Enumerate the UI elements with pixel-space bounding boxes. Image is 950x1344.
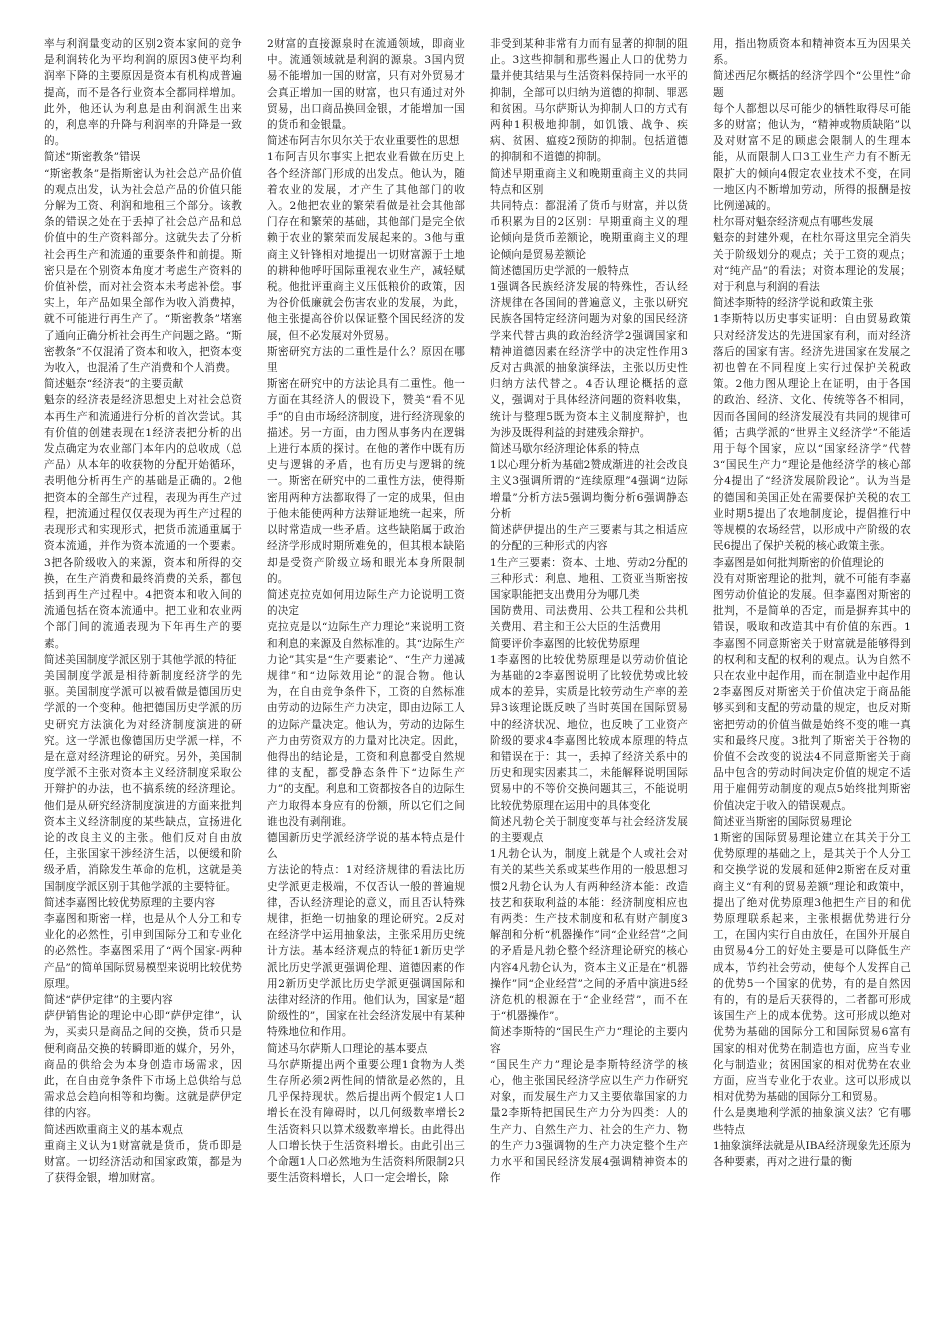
paragraph: 简述克拉克如何用边际生产力论说明工资的决定 — [267, 588, 465, 618]
paragraph: 1抽象演绎法就是从IBA经济现象先还原为各种要素，再对之进行量的衡 — [713, 1139, 911, 1169]
paragraph: 简述早期重商主义和晚期重商主义的共同特点和区别 — [490, 167, 688, 196]
paragraph: 杜尔哥对魁奈经济观点有哪些发展 — [713, 216, 874, 229]
paragraph: 方法论的特点：1对经济规律的看法比历史学派更走极端，不仅否认一般的普遍规律，否认经济理论的意义，而且否认特殊规律，拒绝一切抽象的理论研究。2反对在经济学中运用抽象法，主张采用历史统计方法。基本经济观点的特征1新历史学派比历史学派更强调伦理、道德因素的作用2新历史学派比历史学派更强调国际和法律对经济的作用。他们认为，国家是“超阶级性的”，国家在社会经济发展中有某种特殊地位和作用。 — [267, 864, 465, 1039]
paragraph: 李嘉图是如何批判斯密的价值理论的 — [713, 556, 885, 569]
paragraph: 每个人都想以尽可能少的牺牲取得尽可能多的财富；他认为，“精神或物质缺陷”以及对财富不足的顾虑会限制人的生理本能，从而限制人口3工业生产力有不断无限扩大的倾向4假定农业技术不变，在同一地区内不断增加劳动，所得的报酬是按比例递减的。 — [713, 102, 911, 213]
paragraph: 没有对斯密理论的批判，就不可能有李嘉图劳动价值论的发展。但李嘉图对斯密的批判，不是简单的否定，而是摒弃其中的错误，吸取和改造其中有价值的东西。1李嘉图不同意斯密关于财富就是能够得到的权利和支配的权利的观点。认为自然不只在农业中起作用，而在制造业中起作用2李嘉图反对斯密关于价值决定于商品能够买到和支配的劳动量的规定，也反对斯密把劳动的价值当做是始终不变的唯一真实和最终尺度。3批判了斯密关于谷物的价值不会改变的说法4不同意斯密关于商品中包含的劳动时间决定价值的规定不适用于雇佣劳动制度的观点5始终批判斯密价值决定于收入的错误观点。 — [713, 572, 911, 812]
paragraph: 萨伊销售论的理论中心即“萨伊定律”，认为，买卖只是商品之间的交换，货币只是便利商品交换的转瞬即逝的媒介，另外，商品的供给会为本身创造市场需求，因此，在自由竞争条件下市场上总供给与总需求总会趋向相等和均衡。这就是萨伊定律的内容。 — [44, 1010, 242, 1120]
text-column-2 — [267, 36, 465, 1332]
paragraph: 简述亚当斯密的国际贸易理论 — [713, 815, 853, 828]
paragraph: 魁奈的经济表是经济思想史上对社会总资本再生产和流通进行分析的首次尝试。其有价值的创建表现在1经济表把分析的出发点确定为农业部门本年内的总收成（总产品）从本年的收获物的分配开始循环，表明他分析再生产的基础是正确的。2他把资本的全部生产过程，表现为再生产过程，把流通过程仅仅表现为再生产过程的表现形式和实现形式，把货币流通重属于资本流通，并作为资本流通的一个要素。3把各阶级收入的来源，资本和所得的交换，在生产消费和最终消费的关系，都包括到再生产过程中。4把资本和收入间的流通包括在资本流通中。把工业和农业两个部门间的流通表现为下年再生产的要素。 — [44, 394, 242, 650]
paragraph: 简述西尼尔概括的经济学四个“公里性”命题 — [713, 70, 911, 99]
paragraph: 马尔萨斯提出两个重要公理1食物为人类生存所必须2两性间的情欲是必然的，且几乎保持现状。然后提出两个假定1人口增长在没有障碍时，以几何级数率增长2生活资料只以算术级数率增长。由此得出人口增长快于生活资料增长。由此引出三个命题1人口必然地为生活资料所限制2只要生活资料增长，人口一定会增长，除 — [267, 1058, 465, 1185]
paragraph: 共同特点：都混淆了货币与财富，并以货币积累为目的2区别：早期重商主义的理论倾向是货币差额论，晚期重商主义的理论倾向是贸易差额论 — [490, 200, 688, 261]
paragraph: 简述魁奈“经济表“的主要贡献 — [44, 378, 184, 391]
paragraph: 简要评价李嘉图的比较优势原理 — [490, 637, 640, 650]
paragraph: “国民生产力”理论是李斯特经济学的核心，他主张国民经济学应以生产力作研究对象，而发展生产力又主要依靠国家的力量2李斯特把国民生产力分为四类：人的生产力、自然生产力、社会的生产力、物的生产力3强调物的生产力决定整个生产力水平和国民经济发展4强调精神资本的作 — [490, 1058, 688, 1185]
paragraph: “斯密教条”是指斯密认为社会总产品价值的观点出发，认为社会总产品的价值只能分解为工资、利润和地租三个部分。该教条的错误之处在于丢掉了社会总产品和总价值中的生产资料部分。这就失去了分析社会再生产和流通的重要条件和前提。斯密只是在个别资本角度才考虑生产资料的价值补偿，而对社会资本未考虑补偿。事实上，年产品如果全部作为收入消费掉，就不可能进行再生产了。“斯密教条”堵塞了通向正确分析社会再生产问题之路。“斯密教条”不仅混淆了资本和收入，把资本变为收入，也混淆了生产消费和个人消费。 — [44, 167, 242, 375]
paragraph: 简述德国历史学派的一般特点 — [490, 264, 630, 277]
paragraph: 美国制度学派是相待新制度经济学的先驱。美国制度学派可以被看做是德国历史学派的一个变种。他把德国历史学派的历史研究方法演化为对经济制度演进的研究。这一学派也像德国历史学派一样，不是在意对经济理论的研究。另外，美国制度学派不主张对资本主义经济制度采取公开辩护的办法，也不搞系统的经济理论。他们是从研究经济制度演进的方面来批判资本主义经济制度的某些缺点，宣扬进化论的改良主义的主张。他们反对自由放任，主张国家干涉经济生活，以便缓和阶级矛盾，消除发生革命的危机，这就是美国制度学派区别于其他学派的主要特征。 — [44, 669, 242, 893]
paragraph: 重商主义认为1财富就是货币，货币即是财富。一切经济活动和国家政策，都是为了获得金银，增加财富。 — [44, 1139, 242, 1185]
paragraph: 简述凡勃仑关于制度变革与社会经济发展的主要观点 — [490, 815, 688, 844]
paragraph: 简述布阿吉尔贝尔关于农业重要性的思想 — [267, 135, 460, 148]
paragraph: 1布阿吉贝尔事实上把农业看做在历史上各个经济部门形成的出发点。他认为，随着农业的发展，才产生了其他部门的收入。2他把农业的繁荣看做是社会其他部门存在和繁荣的基础，其他部门是完全依赖于农业的繁荣而发展起来的。3他与重商主义针锋相对地提出一切财富源于土地的耕种他呼吁国际重视农业生产，减轻赋税。他批评重商主义压低粮价的政策，因为谷价低廉就会伤害农业的发展，为此，他主张提高谷价以保证整个国民经济的发展，但不必发展对外贸易。 — [267, 151, 465, 342]
paragraph: 1李嘉图的比较优势原理是以劳动价值论为基础的2李嘉图说明了比较优势或比较成本的差异，实质是比较劳动生产率的差异3该理论既反映了当时英国在国际贸易中的经济状况、地位，也反映了工业资产阶级的要求4李嘉图比较成本原理的特点和错误在于：其一，丢掉了经济关系中的历史和现实因素其二，未能解释说明国际贸易中的不等价交换问题其三，不能说明比较优势原理在运用中的具体变化 — [490, 653, 688, 812]
paragraph: 简述“斯密教条”错误 — [44, 151, 141, 164]
text-column-3 — [490, 36, 688, 1332]
paragraph: 1凡勃仑认为，制度上就是个人或社会对有关的某些关系或某些作用的一般思想习惯2凡勃仑认为人有两种经济本能：改造技艺和获取利益的本能：经济制度相应也有两类：生产技术制度和私有财产制度3解剖和分析“机器操作”同“企业经营”之间的矛盾是凡勃仑整个经济理论研究的核心内容4凡勃仑认为，资本主义正是在“机器操作”同“企业经营”之间的矛盾中演进5经济危机的根源在于“企业经营”，而不在于“机器操作”。 — [490, 848, 688, 1023]
paragraph: 用，指出物质资本和精神资本互为因果关系。 — [713, 38, 911, 67]
paragraph: 1斯密的国际贸易理论建立在其关于分工优势原理的基础之上，是其关于个人分工和交换学说的发展和延伸2斯密在反对重商主义“有利的贸易差额”理论和政策中，提出了绝对优势原理3他把生产目的和优势原理联系起来，主张根据优势进行分工，在国内实行自由放任，在国外开展自由贸易4分工的好处主要是可以降低生产成本，节约社会劳动，使每个人发挥自己的优势5一个国家的优势，有的是自然因有的，有的是后天获得的，二者都可形成该国生产上的成本优势。这可形成以绝对优势为基础的国际分工和国际贸易6富有国家的相对优势在制造也方面，应当专业化与制造业；贫困国家的相对优势在农业方面，应当专业化于农业。这可以形成以相对优势为基础的国际分工和贸易。 — [713, 831, 911, 1104]
paragraph: 率与利润量变动的区别2资本家间的竞争是利润转化为平均利润的原因3使平均利润率下降的主要原因是资本有机构成普遍提高，而不是各行业资本全都同样增加。此外，他还认为利息是由利润派生出来的，利息率的升降与利润率的升降是一致的。 — [44, 38, 242, 148]
paragraph: 魁奈的封建外观，在杜尔哥这里完全消失关于阶级划分的观点；关于工资的观点；对“纯产品”的看法；对资本理论的发展；对于利息与利润的看法 — [713, 232, 911, 294]
paragraph: 斯密在研究中的方法论具有二重性。他一方面在其经济人的假设下，赞美“看不见手”的自由市场经济制度，进行经济现象的描述。另一方面，由力图从事务内在逻辑上进行本质的探讨。在他的著作中既有历史与逻辑的矛盾，也有历史与逻辑的统一。斯密在研究中的二重性方法，使得斯密用两种方法都取得了一定的成果，但由于他未能使两种方法辩证地统一起来，所以时常造成一些矛盾。这些缺陷属于政治经济学形成时期所难免的，但其根本缺陷却是受资产阶级立场和眼光本身所限制的。 — [267, 378, 465, 585]
paragraph: 1强调各民族经济发展的特殊性，否认经济规律在各国间的普遍意义，主张以研究民族各国特定经济问题为对象的国民经济学来代替古典的政治经济学2强调国家和精神道德因素在经济学中的决定性作用3反对古典派的抽象演绎法，主张以历史性归纳方法代替之。4否认理论概括的意义，强调对于具体经济问题的资料收集，统计与整理5既为资本主义制度辩护，也为涉及既得利益的封建残余辩护。 — [490, 281, 688, 439]
paragraph: 简述李斯特的经济学说和政策主张 — [713, 297, 874, 310]
paragraph: 李嘉图和斯密一样，也是从个人分工和专业化的必然性，引申到国际分工和专业化的必然性。李嘉图采用了“两个国家-两种产品”的简单国际贸易模型来说明比较优势原理。 — [44, 912, 242, 990]
paragraph: 简述美国制度学派区别于其他学派的特征 — [44, 653, 237, 666]
text-column-4 — [713, 36, 911, 1332]
paragraph: 国防费用、司法费用、公共工程和公共机关费用、君主和王公大臣的生活费用 — [490, 605, 688, 634]
paragraph: 简述李嘉图比较优势原理的主要内容 — [44, 896, 216, 909]
paragraph: 什么是奥地利学派的抽象演义法？它有哪些特点 — [713, 1107, 911, 1136]
paragraph: 德国新历史学派经济学说的基本特点是什么 — [267, 831, 465, 861]
paragraph: 简述李斯特的“国民生产力“理论的主要内容 — [490, 1026, 688, 1055]
paragraph: 简述马歇尔经济理论体系的特点 — [490, 443, 640, 456]
paragraph: 简述西欧重商主义的基本观点 — [44, 1123, 184, 1136]
text-column-1 — [44, 36, 242, 1332]
paragraph: 1李斯特以历史事实证明：自由贸易政策只对经济发达的先进国家有利，而对经济落后的国家有害。经济先进国家在发展之初也曾在不同程度上实行过保护关税政策。2他力图从理论上在证明，由于各国的政治、经济、文化、传统等各不相同，因而各国间的经济发展没有共同的规律可循；古典学派的“世界主义经济学”不能适用于每个国家，应以“国家经济学”代替3“国民生产力”理论是他经济学的核心部分4提出了“经济发展阶段论”。认为当是的德国和美国正处在需要保护关税的农工业时期5提出了农地制度论，提倡推行中等规模的农场经营，以形成中产阶级的农民6提出了保护关税的核心政策主张。 — [713, 313, 911, 553]
paragraph: 克拉克是以“边际生产力理论”来说明工资和利息的来源及自然标准的。其“边际生产力论”其实是“生产要素论”、“生产力递减规律”和“边际效用论”的混合物。他认为，在自由竞争条件下，工资的自然标准由劳动的边际生产力决定，即由边际工人的边际产量决定。他认为，劳动的边际生产力由劳资双方的力量对比决定。因此，他得出的结论是，工资和利息都受自然规律的支配，都受静态条件下“边际生产力”的支配。利息和工资都按各自的边际生产力取得本身应有的份额，所以它们之间谁也没有剥削谁。 — [267, 621, 465, 828]
paragraph: 1以心理分析为基础2赞成渐进的社会改良主义3强调所谓的“连续原理”4强调“边际增量”分析方法5强调均衡分析6强调静态分析 — [490, 459, 688, 520]
paragraph: 简述“萨伊定律”的主要内容 — [44, 993, 173, 1006]
paragraph: 2财富的直接源泉时在流通领域，即商业中。流通领域就是利润的源泉。3国内贸易不能增加一国的财富，只有对外贸易才会真正增加一国的财富，也只有通过对外贸易，出口商品换回金银，才能增加一国的货币和金银量。 — [267, 38, 465, 132]
paragraph: 非受到某种非常有力而有显著的抑制的阻止。3这些抑制和那些遏止人口的优势力量并使其结果与生活资料保持同一水平的抑制，全部可以归纳为道德的抑制、罪恶和贫困。马尔萨斯认为抑制人口的方式有两种1积极地抑制，如饥饿、战争、疾病、贫困、瘟疫2预防的抑制。包括道德的抑制和不道德的抑制。 — [490, 38, 688, 164]
paragraph: 简述萨伊提出的生产三要素与其之相适应的分配的三种形式的内容 — [490, 524, 688, 553]
paragraph: 1生产三要素：资本、土地、劳动2分配的三种形式：利息、地租、工资亚当斯密按国家职能把支出费用分为哪几类 — [490, 556, 688, 601]
paragraph: 斯密研究方法的二重性是什么？原因在哪里 — [267, 345, 465, 375]
paragraph: 简述马尔萨斯人口理论的基本要点 — [267, 1042, 428, 1055]
